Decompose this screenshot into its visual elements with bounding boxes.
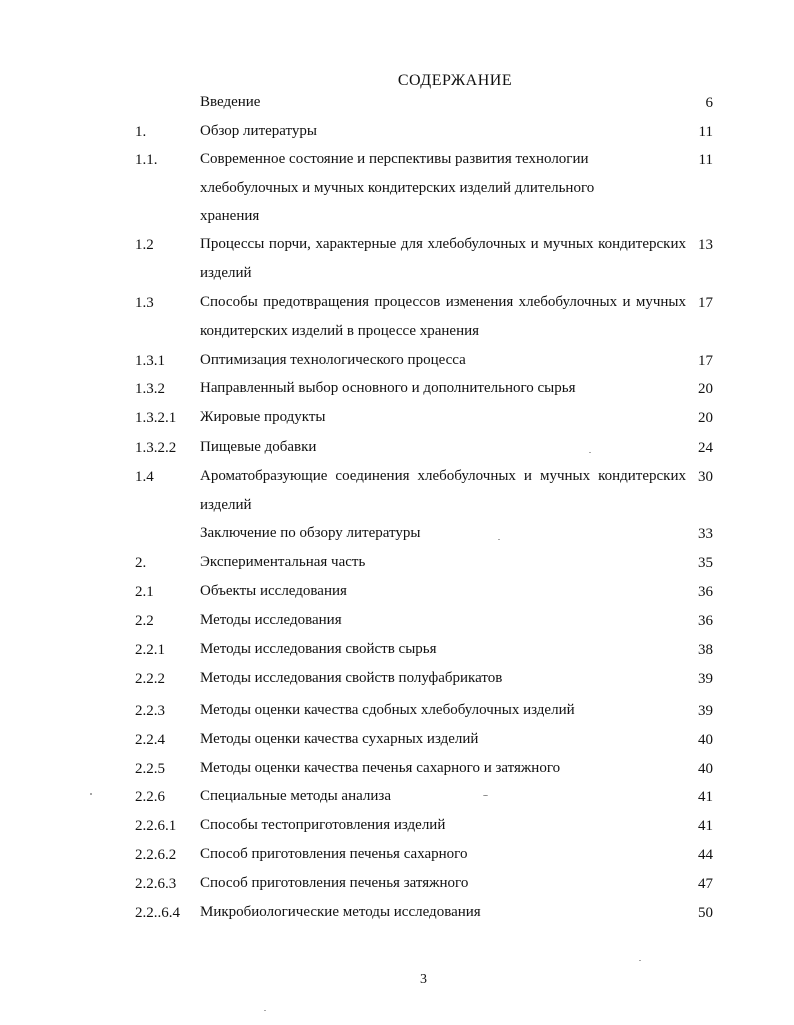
entry-number: 1. xyxy=(135,124,147,140)
entry-number: 2.2.6 xyxy=(135,789,165,805)
entry-page: 35 xyxy=(698,555,713,571)
entry-title: Методы исследования свойств полуфабрикатов xyxy=(200,670,503,686)
entry-page: 33 xyxy=(698,526,713,542)
entry-number: 1.3.2.2 xyxy=(135,440,177,456)
entry-title: Способ приготовления печенья сахарного xyxy=(200,846,468,862)
entry-title: Ароматобразующие соединения хлебобулочных и мучных кондитерских изделий xyxy=(200,468,686,513)
entry-number: 1.3.2.1 xyxy=(135,410,177,426)
page-title: СОДЕРЖАНИЕ xyxy=(397,72,513,89)
entry-number: 1.3.1 xyxy=(135,353,165,369)
entry-title: Методы исследования xyxy=(200,612,342,628)
entry-page: 39 xyxy=(698,671,713,687)
entry-page: 20 xyxy=(698,381,713,397)
scan-speck xyxy=(639,960,641,961)
entry-title: Методы оценки качества сухарных изделий xyxy=(200,731,479,747)
entry-title: Способ приготовления печенья затяжного xyxy=(200,875,469,891)
entry-page: 11 xyxy=(698,124,713,140)
entry-page: 17 xyxy=(698,295,713,311)
entry-number: 2.2.1 xyxy=(135,642,165,658)
entry-number: 2.1 xyxy=(135,584,154,600)
entry-number: 1.4 xyxy=(135,469,154,485)
entry-page: 17 xyxy=(698,353,713,369)
entry-title: Оптимизация технологического процесса xyxy=(200,352,466,368)
entry-number: 2.2.3 xyxy=(135,703,165,719)
entry-number: 2.2.2 xyxy=(135,671,165,687)
entry-number: 2.2.5 xyxy=(135,761,165,777)
scan-speck xyxy=(483,795,488,796)
entry-number: 2.2.6.3 xyxy=(135,876,177,892)
entry-page: 44 xyxy=(698,847,713,863)
entry-page: 41 xyxy=(698,818,713,834)
entry-title: Обзор литературы xyxy=(200,123,317,139)
entry-title: Экспериментальная часть xyxy=(200,554,366,570)
entry-title: Заключение по обзору литературы xyxy=(200,525,421,541)
entry-title: Специальные методы анализа xyxy=(200,788,391,804)
entry-number: 2.2..6.4 xyxy=(135,905,180,921)
entry-title: Микробиологические методы исследования xyxy=(200,904,481,920)
entry-title: Способы предотвращения процессов изменения хлебобулочных и мучных кондитерских изделий в процессе хранения xyxy=(200,294,686,339)
entry-title: Способы тестоприготовления изделий xyxy=(200,817,446,833)
entry-page: 39 xyxy=(698,703,713,719)
entry-number: 2.2.6.2 xyxy=(135,847,177,863)
entry-title: Жировые продукты xyxy=(200,409,326,425)
entry-page: 40 xyxy=(698,732,713,748)
entry-title: Введение xyxy=(200,94,261,110)
entry-number: 2.2 xyxy=(135,613,154,629)
entry-page: 20 xyxy=(698,410,713,426)
entry-number: 2.2.6.1 xyxy=(135,818,177,834)
entry-page: 41 xyxy=(698,789,713,805)
entry-title: Методы оценки качества печенья сахарного и затяжного xyxy=(200,760,561,776)
entry-page: 40 xyxy=(698,761,713,777)
entry-title: Современное состояние и перспективы развития технологии хлебобулочных и мучных кондитерских изделий длительного хранения xyxy=(200,151,595,225)
entry-page: 24 xyxy=(698,440,713,456)
entry-number: 1.2 xyxy=(135,237,154,253)
entry-page: 11 xyxy=(698,152,713,168)
entry-page: 36 xyxy=(698,613,713,629)
entry-title: Объекты исследования xyxy=(200,583,347,599)
entry-title: Пищевые добавки xyxy=(200,439,317,455)
scan-speck xyxy=(264,1010,266,1011)
entry-number: 2.2.4 xyxy=(135,732,165,748)
entry-title: Методы оценки качества сдобных хлебобулочных изделий xyxy=(200,702,575,718)
entry-title: Направленный выбор основного и дополнительного сырья xyxy=(200,380,576,396)
entry-number: 1.1. xyxy=(135,152,158,168)
entry-page: 36 xyxy=(698,584,713,600)
scan-speck xyxy=(498,539,500,540)
scan-speck xyxy=(90,793,92,795)
entry-page: 6 xyxy=(705,95,713,111)
entry-title: Методы исследования свойств сырья xyxy=(200,641,437,657)
page-number: 3 xyxy=(420,972,427,987)
scan-speck xyxy=(589,452,591,453)
entry-number: 1.3.2 xyxy=(135,381,165,397)
entry-page: 50 xyxy=(698,905,713,921)
entry-page: 47 xyxy=(698,876,713,892)
entry-title: Процессы порчи, характерные для хлебобулочных и мучных кондитерских изделий xyxy=(200,236,686,281)
entry-number: 2. xyxy=(135,555,147,571)
entry-page: 13 xyxy=(698,237,713,253)
entry-page: 30 xyxy=(698,469,713,485)
entry-number: 1.3 xyxy=(135,295,154,311)
entry-page: 38 xyxy=(698,642,713,658)
